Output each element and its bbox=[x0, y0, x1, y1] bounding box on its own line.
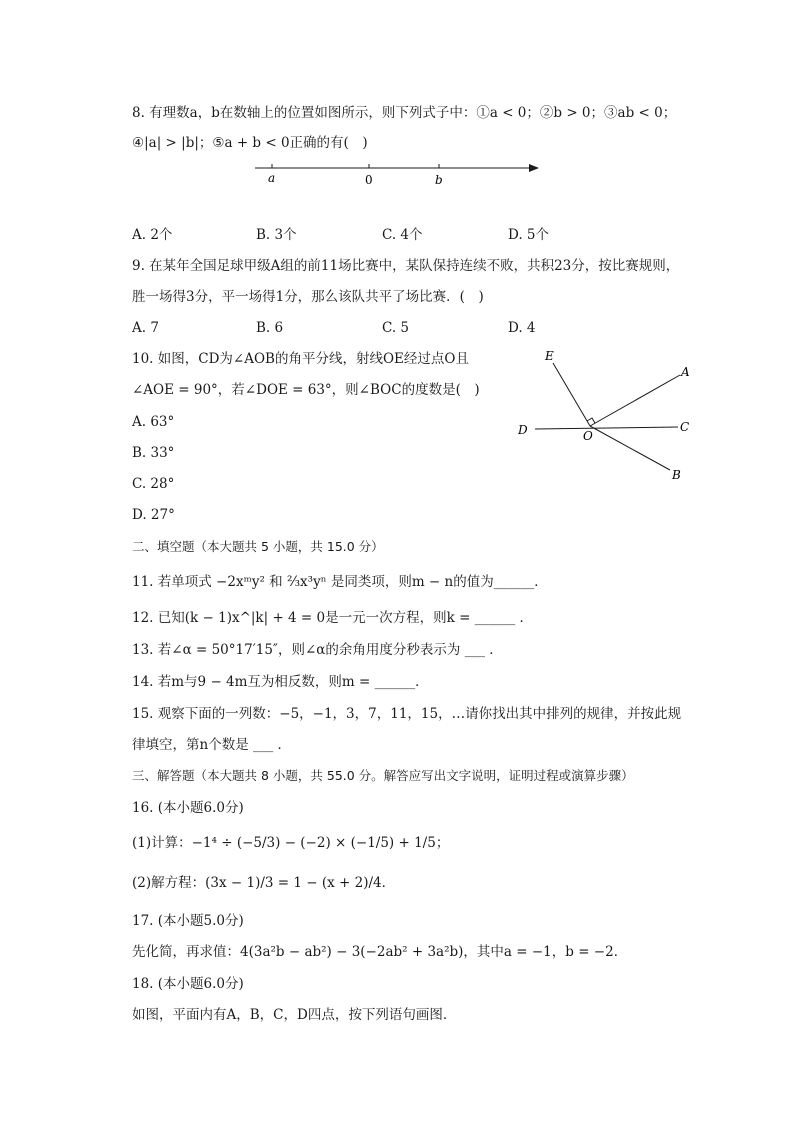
q18-body: 如图，平面内有A，B，C，D四点，按下列语句画图． bbox=[132, 1007, 457, 1023]
q16-head: 16. (本小题6.0分) bbox=[132, 800, 244, 816]
angle-figure bbox=[510, 340, 700, 490]
q9-option-b: B. 6 bbox=[256, 320, 284, 336]
q16-part1: (1)计算：−1⁴ ÷ (−5/3) − (−2) × (−1/5) + 1/5； bbox=[132, 835, 450, 851]
q8-option-b: B. 3个 bbox=[256, 227, 297, 243]
label-e: E bbox=[545, 349, 554, 363]
q8-line1: 8. 有理数a，b在数轴上的位置如图所示，则下列式子中：①a < 0；②b > 0；③ab < 0； bbox=[132, 105, 677, 121]
label-0: 0 bbox=[365, 173, 373, 187]
label-a: A bbox=[681, 365, 690, 379]
ray-oe bbox=[553, 363, 590, 426]
ray-ob bbox=[590, 426, 670, 470]
q9-option-d: D. 4 bbox=[508, 320, 536, 336]
q16-part2: (2)解方程：(3x − 1)/3 = 1 − (x + 2)/4． bbox=[132, 875, 396, 891]
q8-option-a: A. 2个 bbox=[132, 227, 173, 243]
q8-option-d: D. 5个 bbox=[508, 227, 550, 243]
number-line-figure bbox=[250, 155, 550, 191]
q17-body: 先化简，再求值：4(3a²b − ab²) − 3(−2ab² + 3a²b)，其中a = −1，b = −2． bbox=[132, 944, 628, 960]
number-line-arrow bbox=[529, 164, 539, 172]
ray-oa bbox=[590, 375, 680, 426]
label-c: C bbox=[680, 420, 690, 434]
label-o: O bbox=[583, 429, 593, 443]
q8-option-c: C. 4个 bbox=[382, 227, 423, 243]
label-b: b bbox=[435, 173, 443, 187]
label-b: B bbox=[672, 468, 681, 482]
section-2-heading: 二、填空题（本大题共 5 小题，共 15.0 分） bbox=[132, 539, 384, 554]
q10-option-b: B. 33° bbox=[132, 445, 175, 461]
q9-option-c: C. 5 bbox=[382, 320, 410, 336]
q18-head: 18. (本小题6.0分) bbox=[132, 976, 244, 992]
q10-line1: 10. 如图，CD为∠AOB的角平分线，射线OE经过点O且 bbox=[132, 351, 469, 367]
q11: 11. 若单项式 −2xᵐy² 和 ⅔x³yⁿ 是同类项，则m − n的值为______． bbox=[132, 574, 548, 590]
q14: 14. 若m与9 − 4m互为相反数，则m = ______． bbox=[132, 674, 429, 690]
q15-line1: 15. 观察下面的一列数：−5，−1，3，7，11，15，…请你找出其中排列的规律，并按此规 bbox=[132, 706, 682, 722]
q15-line2: 律填空，第n个数是 ___ ． bbox=[132, 737, 292, 753]
q8-line2: ④|a| > |b|；⑤a + b < 0正确的有( ) bbox=[132, 135, 368, 151]
q9-option-a: A. 7 bbox=[132, 320, 159, 336]
line-dc bbox=[535, 427, 678, 429]
q9-line2: 胜一场得3分，平一场得1分，那么该队共平了场比赛．( ) bbox=[132, 289, 484, 305]
q13: 13. 若∠α = 50°17′15″，则∠α的余角用度分秒表示为 ___ ． bbox=[132, 642, 503, 658]
q17-head: 17. (本小题5.0分) bbox=[132, 913, 244, 929]
section-3-heading: 三、解答题（本大题共 8 小题，共 55.0 分。解答应写出文字说明，证明过程或演算步骤） bbox=[132, 768, 634, 783]
label-a: a bbox=[268, 171, 276, 185]
q12: 12. 已知(k − 1)x^|k| + 4 = 0是一元一次方程，则k = ______ ． bbox=[132, 610, 533, 626]
q10-line2: ∠AOE = 90°，若∠DOE = 63°，则∠BOC的度数是( ) bbox=[132, 382, 480, 398]
q10-option-a: A. 63° bbox=[132, 414, 175, 430]
label-d: D bbox=[518, 423, 528, 437]
q9-line1: 9. 在某年全国足球甲级A组的前11场比赛中，某队保持连续不败，共积23分，按比赛规则， bbox=[132, 258, 680, 274]
q10-option-c: C. 28° bbox=[132, 476, 175, 492]
q10-option-d: D. 27° bbox=[132, 507, 175, 523]
